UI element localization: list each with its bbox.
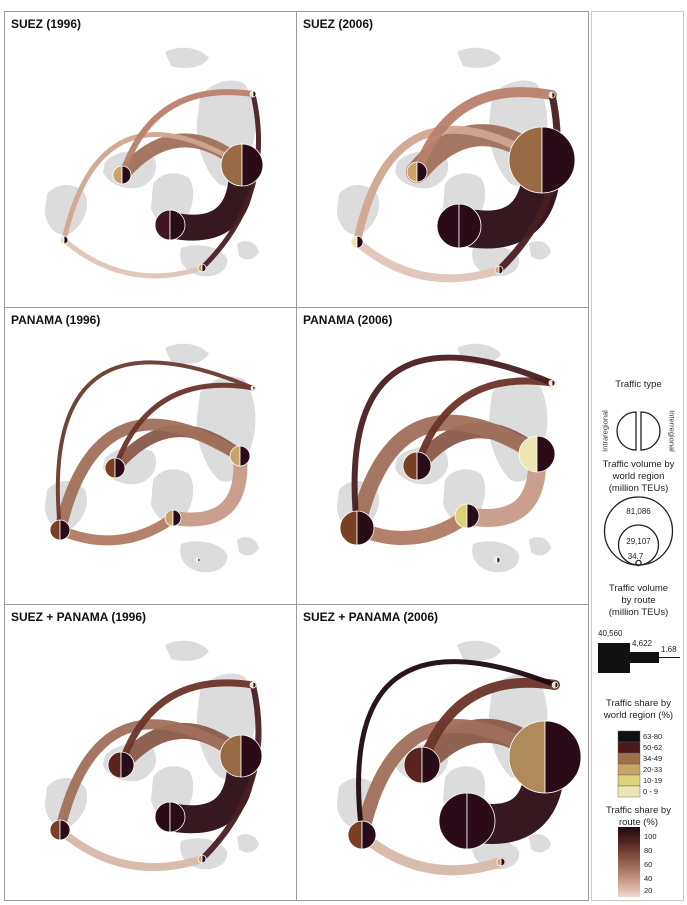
share-route-tick: 40: [644, 874, 653, 883]
region-interregional-half: [545, 721, 581, 793]
region-node: [105, 458, 125, 478]
panel-suez-panama-2006-map: [297, 605, 589, 901]
share-region-label: 0 - 9: [643, 787, 659, 796]
region-intraregional-half: [351, 236, 357, 248]
region-node: [221, 144, 263, 186]
panel-title: SUEZ (2006): [303, 17, 374, 31]
region-intraregional-half: [549, 92, 552, 98]
volume-route-title-2: by route: [621, 595, 656, 606]
region-node: [549, 92, 555, 98]
panel-title: SUEZ (1996): [11, 17, 82, 31]
traffic-type-intraregional-label: Intraregional: [600, 410, 610, 452]
panel-suez-1996: [4, 11, 297, 308]
region-interregional-half: [253, 682, 256, 688]
region-intraregional-half: [437, 204, 459, 248]
land-shape: [237, 537, 259, 555]
region-node: [549, 380, 555, 386]
share-route-gradient: [618, 827, 640, 897]
region-interregional-half: [555, 682, 558, 688]
region-node: [404, 747, 440, 783]
panel-suez-panama-1996: [4, 604, 297, 901]
region-node: [351, 236, 363, 248]
panel-suez-1996-map: [5, 12, 297, 308]
region-intraregional-half: [552, 682, 555, 688]
region-node: [198, 264, 206, 272]
region-node: [250, 91, 256, 97]
region-node: [198, 855, 206, 863]
region-intraregional-half: [60, 236, 64, 244]
region-interregional-half: [537, 436, 555, 472]
legend-graphics: [592, 12, 685, 900]
share-route-title-2: route (%): [618, 817, 659, 828]
region-node: [155, 210, 185, 240]
region-interregional-half: [552, 92, 555, 98]
region-node: [220, 735, 262, 777]
volume-region-value-small: 34.7: [627, 552, 644, 561]
traffic-type-symbol: [617, 412, 660, 450]
panel-panama-2006-map: [297, 308, 589, 605]
panel-title: SUEZ + PANAMA (1996): [11, 610, 147, 624]
share-region-label: 50-62: [643, 743, 663, 752]
map-grid: [4, 11, 589, 901]
share-region-label: 34-49: [643, 754, 663, 763]
volume-route-value-small: 1.68: [661, 645, 677, 654]
share-region-title-2: world region (%): [603, 710, 674, 721]
region-intraregional-half: [50, 820, 60, 840]
traffic-type-title: Traffic type: [615, 379, 662, 390]
panel-panama-2006: [296, 307, 589, 605]
region-node: [340, 511, 374, 545]
share-region-label: 10-19: [643, 776, 663, 785]
region-node: [497, 858, 505, 866]
panel-suez-2006-map: [297, 12, 589, 308]
land-shape: [529, 834, 551, 852]
land-shape: [237, 834, 259, 852]
traffic-type-interregional-label: Interregional: [667, 410, 677, 452]
share-region-swatches: [618, 731, 640, 797]
share-route-tick: 80: [644, 846, 653, 855]
share-route-tick: 60: [644, 860, 653, 869]
volume-region-title-2: world region: [612, 471, 665, 482]
land-shape: [529, 241, 551, 259]
land-shape: [457, 48, 501, 68]
legend: [591, 11, 684, 901]
region-node: [250, 682, 256, 688]
region-intraregional-half: [494, 557, 497, 563]
volume-route-value-medium: 4,622: [632, 639, 653, 648]
land-shape: [529, 537, 551, 555]
region-node: [165, 510, 181, 526]
land-shape: [165, 48, 209, 68]
land-shape: [180, 541, 227, 572]
land-shape: [237, 241, 259, 259]
land-shape: [457, 641, 501, 661]
share-route-title-1: Traffic share by: [606, 805, 671, 816]
panel-title: SUEZ + PANAMA (2006): [303, 610, 439, 624]
region-node: [439, 793, 495, 849]
panel-title: PANAMA (1996): [11, 313, 101, 327]
panel-suez-panama-2006: [296, 604, 589, 901]
region-node: [113, 166, 131, 184]
region-interregional-half: [552, 380, 555, 386]
region-node: [509, 127, 575, 193]
region-node: [108, 752, 134, 778]
region-node: [407, 162, 427, 182]
region-node: [50, 820, 70, 840]
panel-suez-panama-1996-map: [5, 605, 297, 901]
region-node: [50, 520, 70, 540]
region-node: [230, 446, 250, 466]
land-shape: [165, 641, 209, 661]
volume-route-value-large: 40,560: [598, 629, 623, 638]
volume-route-title-1: Traffic volume: [608, 583, 669, 594]
region-node: [552, 682, 558, 688]
region-interregional-half: [198, 558, 200, 562]
share-route-tick: 100: [644, 832, 657, 841]
region-node: [494, 557, 500, 563]
volume-route-title-3: (million TEUs): [608, 607, 669, 618]
region-interregional-half: [253, 386, 255, 390]
region-node: [437, 204, 481, 248]
panel-panama-1996-map: [5, 308, 297, 605]
region-node: [519, 436, 555, 472]
region-interregional-half: [497, 557, 500, 563]
region-interregional-half: [253, 91, 256, 97]
region-intraregional-half: [250, 682, 253, 688]
volume-region-title-3: (million TEUs): [608, 483, 669, 494]
share-route-tick: 20: [644, 886, 653, 895]
region-node: [348, 821, 376, 849]
region-node: [495, 266, 503, 274]
region-node: [403, 452, 431, 480]
region-node: [251, 386, 255, 390]
region-node: [196, 558, 200, 562]
volume-region-title-1: Traffic volume by: [602, 459, 675, 470]
panel-suez-2006: [296, 11, 589, 308]
region-intraregional-half: [250, 91, 253, 97]
share-region-label: 63-80: [643, 732, 663, 741]
region-node: [509, 721, 581, 793]
region-intraregional-half: [549, 380, 552, 386]
region-node: [155, 802, 185, 832]
share-region-title-1: Traffic share by: [606, 698, 671, 709]
volume-region-value-large: 81,086: [626, 507, 651, 516]
panel-panama-1996: [4, 307, 297, 605]
region-interregional-half: [542, 127, 575, 193]
volume-region-value-medium: 29,107: [626, 537, 651, 546]
panel-title: PANAMA (2006): [303, 313, 393, 327]
share-region-label: 20-33: [643, 765, 663, 774]
region-node: [60, 236, 68, 244]
region-node: [455, 504, 479, 528]
land-shape: [165, 344, 209, 364]
